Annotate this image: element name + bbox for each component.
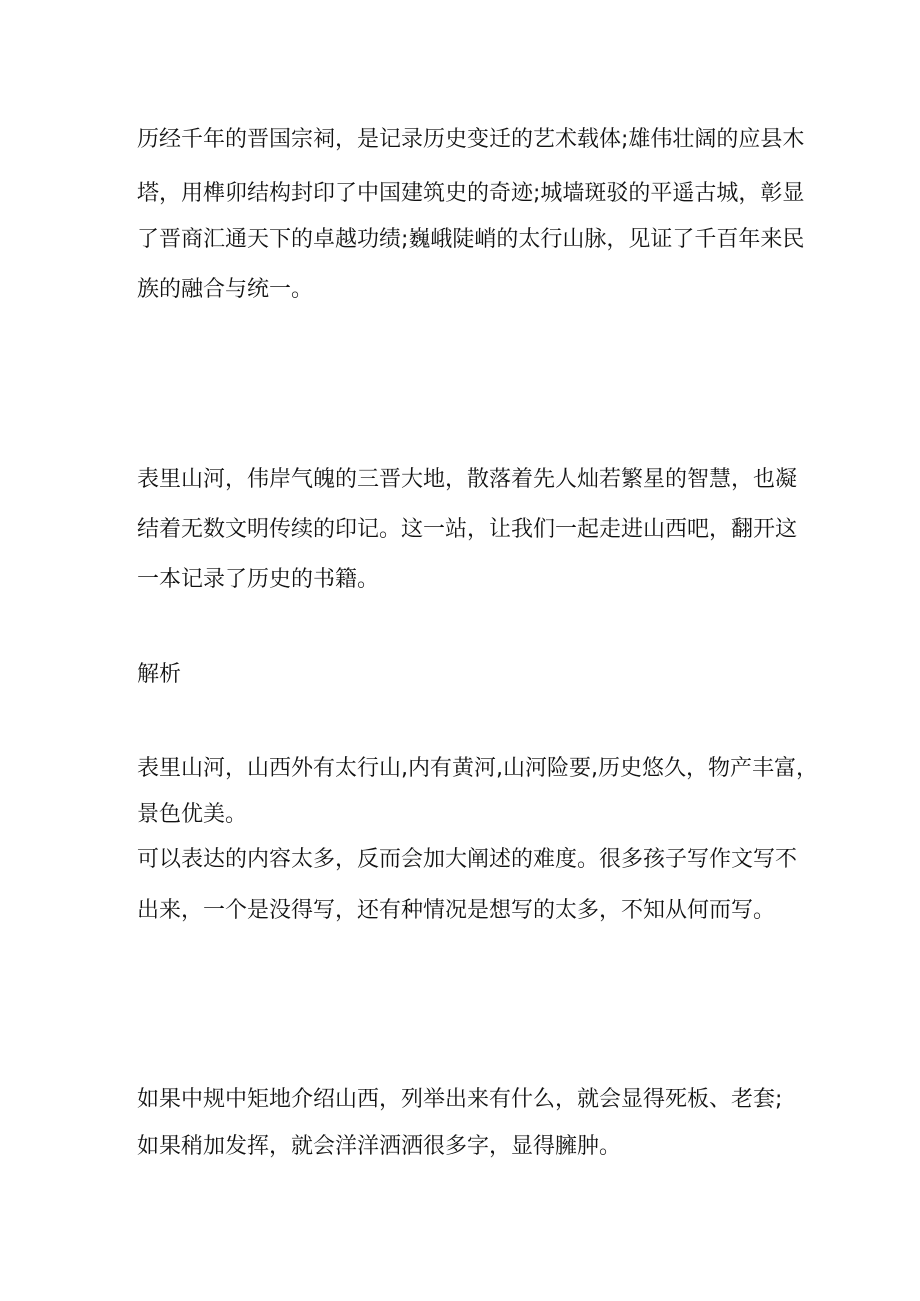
analysis-line-2: 景色优美。: [137, 802, 248, 827]
intro-line-1: 历经千年的晋国宗祠，是记录历史变迁的艺术载体;雄伟壮阔的应县木: [137, 127, 805, 152]
shanxi-line-1: 表里山河，伟岸气魄的三晋大地，散落着先人灿若繁星的智慧，也凝: [137, 467, 798, 492]
analysis-heading: 解析: [137, 662, 182, 687]
conclusion-line-2: 如果稍加发挥，就会洋洋洒洒很多字，显得臃肿。: [137, 1134, 622, 1159]
intro-line-2: 塔，用榫卯结构封印了中国建筑史的奇迹;城墙斑驳的平遥古城，彰显: [137, 181, 805, 206]
shanxi-line-3: 一本记录了历史的书籍。: [137, 567, 380, 592]
shanxi-line-2: 结着无数文明传续的印记。这一站，让我们一起走进山西吧，翻开这: [137, 517, 798, 542]
intro-line-3: 了晋商汇通天下的卓越功绩;巍峨陡峭的太行山脉，见证了千百年来民: [137, 227, 805, 252]
analysis-line-1: 表里山河，山西外有太行山,内有黄河,山河险要,历史悠久，物产丰富，: [137, 756, 818, 781]
analysis-line-4: 出来，一个是没得写，还有种情况是想写的太多，不知从何而写。: [137, 898, 776, 923]
intro-line-4: 族的融合与统一。: [137, 277, 314, 302]
analysis-line-3: 可以表达的内容太多，反而会加大阐述的难度。很多孩子写作文写不: [137, 847, 798, 872]
conclusion-line-1: 如果中规中矩地介绍山西，列举出来有什么，就会显得死板、老套;: [137, 1087, 783, 1112]
